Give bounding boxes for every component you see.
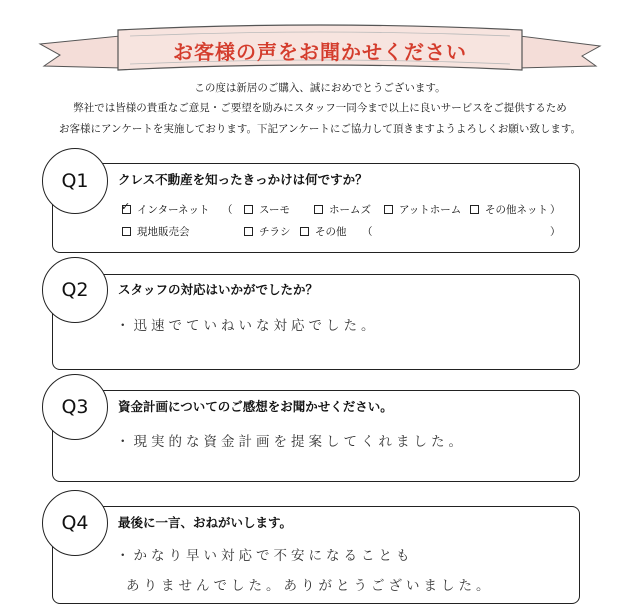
paren-close-other: ）: [550, 226, 561, 238]
q4-label: Q4: [42, 490, 108, 556]
option-homes[interactable]: [314, 202, 371, 217]
option-athome-checkbox[interactable]: [384, 205, 393, 214]
option-other-net[interactable]: [470, 202, 548, 217]
q3-question: 資金計画についてのご感想をお聞かせください。: [118, 399, 393, 414]
option-label: ホームズ: [329, 204, 371, 216]
q4-answer-line-1: ・かなり早い対応で不安になることも: [116, 548, 414, 564]
option-label: 現地販売会: [137, 226, 190, 238]
intro-line-1: この度は新居のご購入、誠におめでとうございます。: [194, 82, 446, 94]
option-other[interactable]: [300, 224, 347, 239]
check-mark-icon: ✓: [121, 199, 131, 213]
option-label: アットホーム: [399, 204, 462, 216]
intro-line-3: お客様にアンケートを実施しております。下記アンケートにご協力して頂きますようよろしくお願い致します。: [58, 123, 582, 135]
option-site-sale[interactable]: [122, 224, 190, 239]
option-label: インターネット: [137, 204, 210, 216]
paren-open-other: （: [362, 226, 373, 238]
page-title: お客様の声をお聞かせください: [173, 40, 467, 64]
option-athome[interactable]: [384, 202, 461, 217]
option-suumo-checkbox[interactable]: [244, 205, 253, 214]
q1-question: クレス不動産を知ったきっかけは何ですか？: [118, 172, 368, 187]
q3-label: Q3: [42, 374, 108, 440]
q2-answer: ・迅速でていねいな対応でした。: [116, 318, 379, 334]
option-label: チラシ: [259, 226, 291, 238]
option-flyer-checkbox[interactable]: [244, 227, 253, 236]
q4-answer-line-2: ありませんでした。ありがとうございました。: [126, 578, 494, 594]
option-suumo[interactable]: [244, 202, 290, 217]
option-internet-checkbox[interactable]: [121, 199, 131, 214]
option-flyer[interactable]: [244, 224, 291, 239]
option-other-net-checkbox[interactable]: [470, 205, 479, 214]
option-label: その他: [315, 226, 347, 238]
paren-close: ）: [550, 204, 561, 216]
option-label: スーモ: [259, 204, 290, 216]
q2-label: Q2: [42, 257, 108, 323]
title-banner: [30, 22, 610, 78]
q2-question: スタッフの対応はいかがでしたか？: [118, 282, 319, 297]
option-site-sale-checkbox[interactable]: [122, 227, 131, 236]
option-label: その他ネット: [485, 204, 548, 216]
option-other-checkbox[interactable]: [300, 227, 309, 236]
q4-question: 最後に一言、おねがいします。: [118, 515, 293, 530]
option-internet[interactable]: [121, 199, 210, 217]
paren-open: （: [222, 204, 233, 216]
option-homes-checkbox[interactable]: [314, 205, 323, 214]
intro-line-2: 弊社では皆様の貴重なご意見・ご要望を励みにスタッフ一同今まで以上に良いサービスをご提供するため: [73, 102, 567, 114]
q1-label: Q1: [42, 148, 108, 214]
q3-answer: ・現実的な資金計画を提案してくれました。: [116, 434, 466, 450]
